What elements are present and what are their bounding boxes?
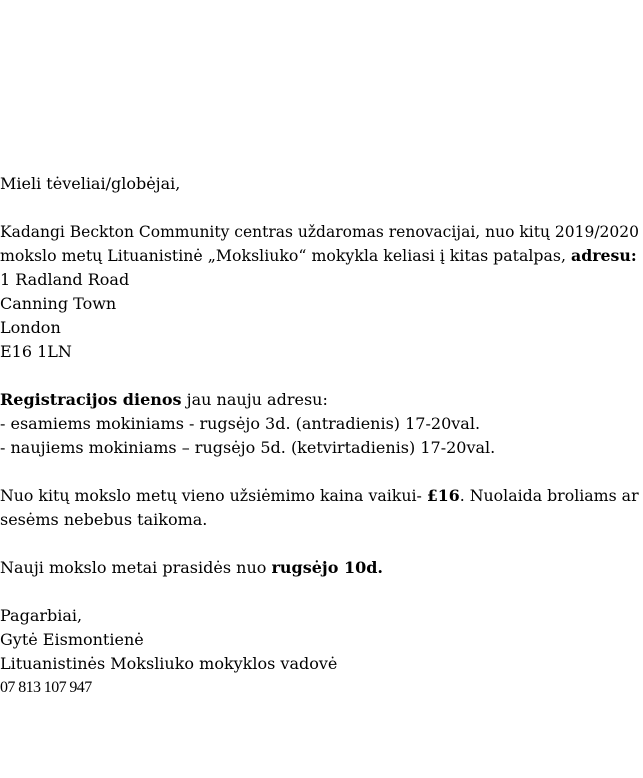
registration-heading	[0, 388, 640, 412]
price-line-2: sesėms nebebus taikoma.	[0, 510, 208, 529]
intro-line-2-text: mokslo metų Lituanistinė „Moksliuko“ mokykla keliasi į kitas patalpas,	[0, 246, 571, 265]
start-text-before: Nauji mokslo metai prasidės nuo	[0, 558, 272, 577]
spacer	[0, 196, 640, 220]
price-amount: £16	[426, 486, 460, 505]
price-text-before: Nuo kitų mokslo metų vieno užsiėmimo kaina vaikui-	[0, 486, 427, 505]
address-label: adresu:	[570, 246, 637, 265]
intro-line-1: Kadangi Beckton Community centras uždaromas renovacijai, nuo kitų 2019/2020	[0, 223, 639, 241]
start-date: rugsėjo 10d.	[271, 558, 383, 577]
spacer	[0, 364, 640, 388]
address-line-2: Canning Town	[0, 294, 117, 313]
address-line-1: 1 Radland Road	[0, 270, 130, 289]
start-line	[0, 556, 640, 580]
registration-heading-bold: Registracijos dienos	[0, 390, 182, 409]
price-line-1	[0, 484, 640, 508]
registration-heading-rest: jau nauju adresu:	[181, 390, 328, 409]
letter-body	[0, 172, 640, 700]
intro-line-2	[0, 244, 640, 268]
registration-new: - naujiems mokiniams – rugsėjo 5d. (ketvirtadienis) 17-20val.	[0, 438, 496, 457]
registration-existing: - esamiems mokiniams - rugsėjo 3d. (antradienis) 17-20val.	[0, 414, 481, 433]
signature-name: Gytė Eismontienė	[0, 630, 144, 649]
spacer	[0, 460, 640, 484]
signature-title: Lituanistinės Moksliuko mokyklos vadovė	[0, 654, 338, 673]
spacer	[0, 580, 640, 604]
address-line-3: London	[0, 318, 61, 337]
price-text-after: . Nuolaida broliams ar	[459, 486, 639, 505]
greeting: Mieli tėveliai/globėjai,	[0, 174, 181, 193]
address-line-4: E16 1LN	[0, 342, 72, 361]
signature-phone: 07 813 107 947	[0, 679, 92, 696]
spacer	[0, 532, 640, 556]
closing: Pagarbiai,	[0, 606, 83, 625]
